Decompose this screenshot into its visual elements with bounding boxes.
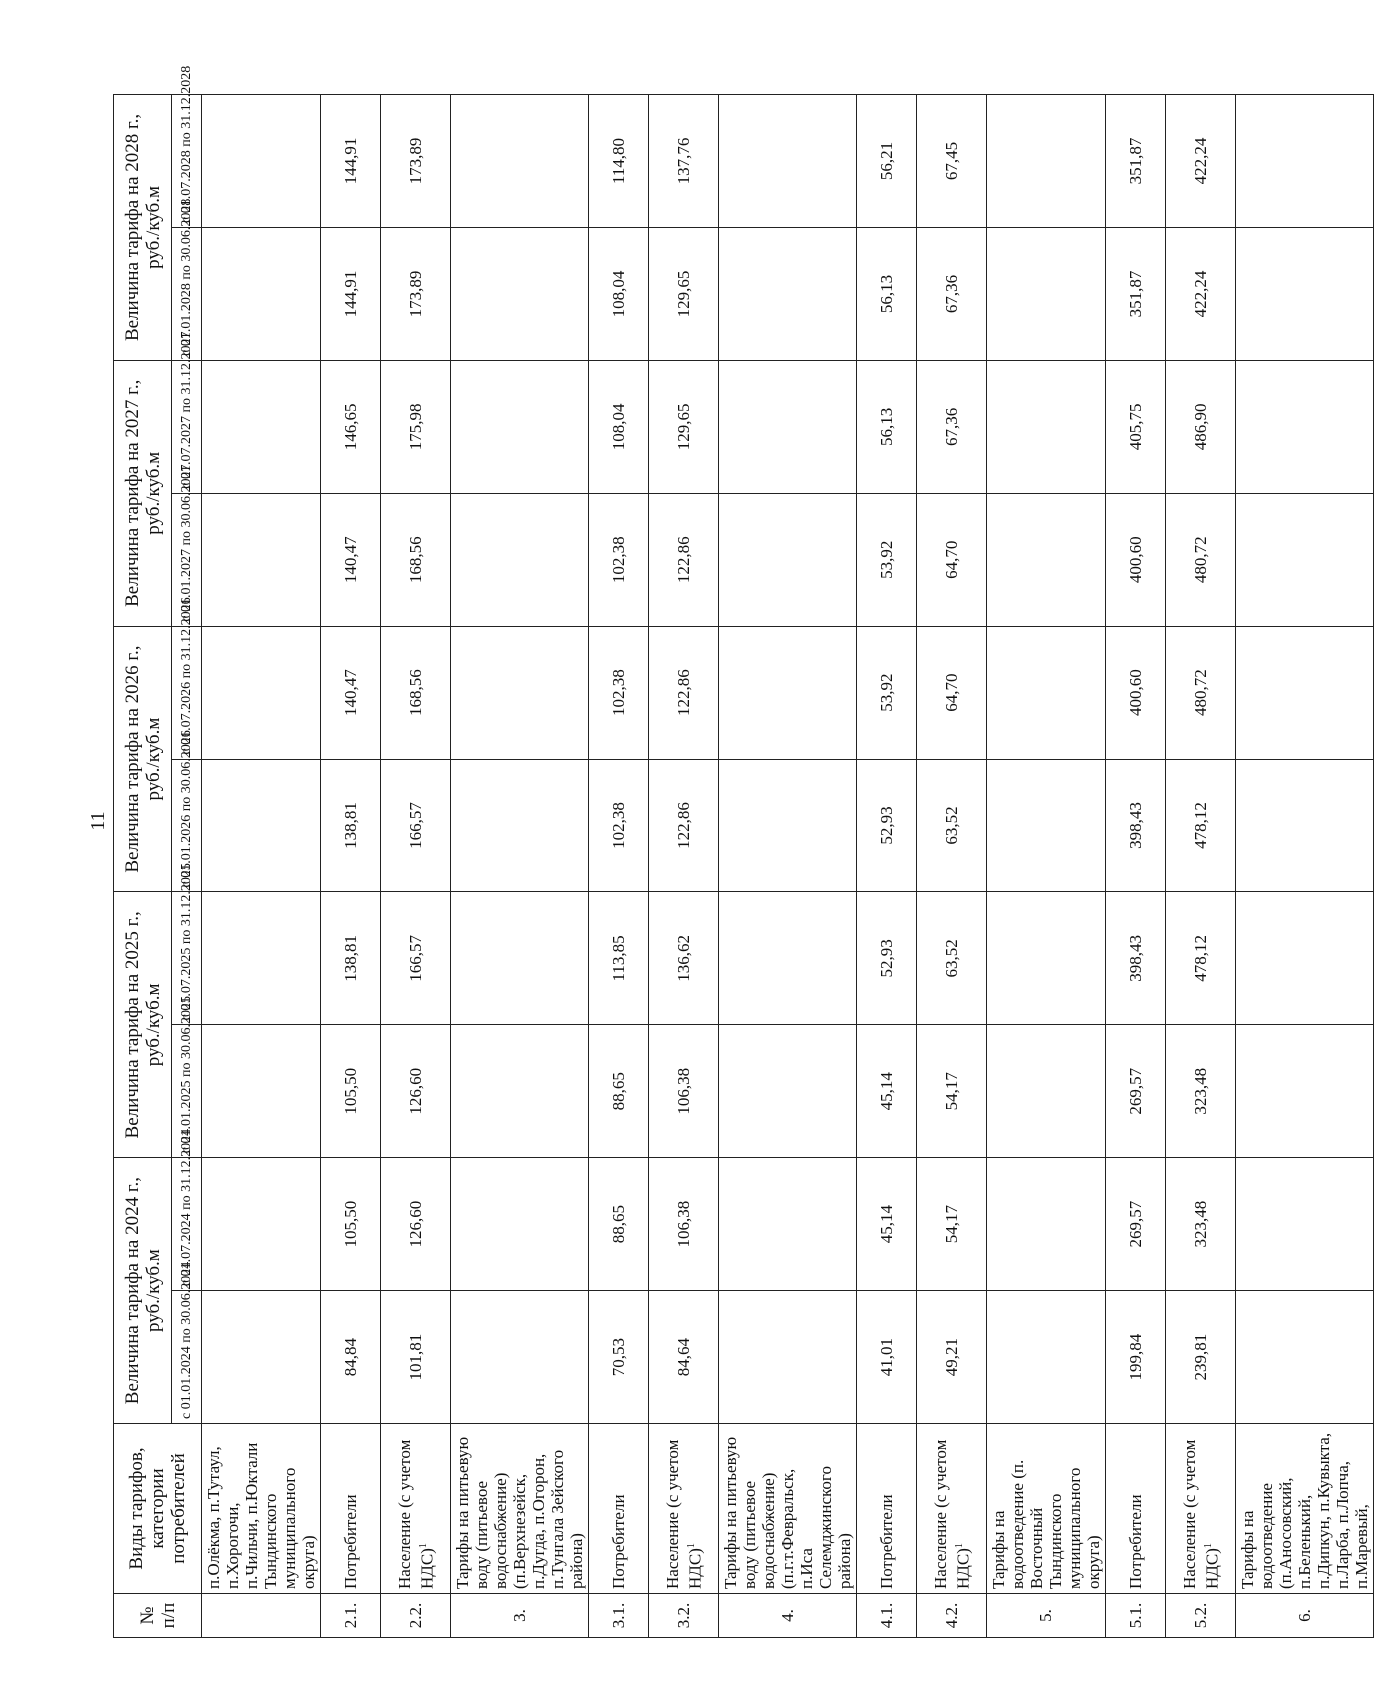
page-number: 11 — [87, 811, 109, 831]
footnote-mark: 1 — [417, 1543, 429, 1549]
row-number: 3. — [451, 1594, 589, 1638]
tariff-value — [451, 1025, 589, 1158]
tariff-value — [719, 892, 857, 1025]
row-category — [857, 1424, 917, 1594]
header-year-2026: Величина тарифа на 2026 г., руб./куб.м — [114, 626, 172, 892]
table-row — [1166, 95, 1236, 1638]
tariff-value: 138,81 — [321, 892, 381, 1025]
tariff-table-rotated — [113, 65, 1371, 1638]
row-category — [589, 1424, 649, 1594]
tariff-value: 106,38 — [649, 1158, 719, 1291]
tariff-value: 101,81 — [381, 1291, 451, 1424]
row-category — [719, 1424, 857, 1594]
tariff-value: 166,57 — [381, 759, 451, 892]
row-number: 5.2. — [1166, 1594, 1236, 1638]
tariff-value: 56,13 — [857, 360, 917, 493]
table-row — [589, 95, 649, 1638]
table-row — [857, 95, 917, 1638]
header-type: Виды тарифов, категории потребителей — [114, 1424, 202, 1594]
tariff-value: 45,14 — [857, 1158, 917, 1291]
tariff-value: 478,12 — [1166, 892, 1236, 1025]
tariff-value: 53,92 — [857, 626, 917, 759]
tariff-value: 351,87 — [1106, 227, 1166, 360]
tariff-value: 398,43 — [1106, 759, 1166, 892]
tariff-value: 175,98 — [381, 360, 451, 493]
row-category-text: Тарифы на водоотведение (п. Восточный Тындинского муниципального округа) — [989, 1459, 1103, 1589]
tariff-value: 239,81 — [1166, 1291, 1236, 1424]
table-row — [1236, 95, 1374, 1638]
tariff-value — [1236, 1158, 1374, 1291]
tariff-value: 173,89 — [381, 227, 451, 360]
tariff-value — [451, 493, 589, 626]
row-number: 4.2. — [917, 1594, 987, 1638]
tariff-value: 41,01 — [857, 1291, 917, 1424]
header-period: с 01.07.2027 по 31.12.2027 — [172, 360, 202, 493]
row-number: 3.2. — [649, 1594, 719, 1638]
tariff-value: 122,86 — [649, 759, 719, 892]
row-number: 2.2. — [381, 1594, 451, 1638]
row-category-text: Население (с учетом НДС) — [662, 1439, 705, 1589]
tariff-value — [451, 892, 589, 1025]
tariff-value: 129,65 — [649, 360, 719, 493]
tariff-value — [451, 626, 589, 759]
tariff-value: 52,93 — [857, 892, 917, 1025]
tariff-value — [451, 95, 589, 228]
tariff-value: 173,89 — [381, 95, 451, 228]
row-category — [1106, 1424, 1166, 1594]
tariff-value — [987, 227, 1106, 360]
tariff-value — [719, 759, 857, 892]
tariff-value: 108,04 — [589, 360, 649, 493]
tariff-value: 105,50 — [321, 1158, 381, 1291]
table-row — [202, 95, 321, 1638]
tariff-value — [202, 227, 321, 360]
tariff-value — [1236, 626, 1374, 759]
tariff-value: 400,60 — [1106, 626, 1166, 759]
tariff-value: 486,90 — [1166, 360, 1236, 493]
tariff-value — [202, 360, 321, 493]
tariff-value: 144,91 — [321, 227, 381, 360]
tariff-value: 168,56 — [381, 493, 451, 626]
tariff-value: 146,65 — [321, 360, 381, 493]
tariff-value — [1236, 759, 1374, 892]
tariff-value: 113,85 — [589, 892, 649, 1025]
row-category-text: Потребители — [1126, 1494, 1145, 1589]
tariff-value: 88,65 — [589, 1025, 649, 1158]
tariff-value — [451, 227, 589, 360]
header-year-2025: Величина тарифа на 2025 г., руб./куб.м — [114, 892, 172, 1158]
tariff-value: 108,04 — [589, 227, 649, 360]
row-category — [321, 1424, 381, 1594]
tariff-value — [719, 1291, 857, 1424]
tariff-value — [987, 626, 1106, 759]
tariff-value — [987, 360, 1106, 493]
tariff-value — [719, 626, 857, 759]
row-category-text: Потребители — [609, 1494, 628, 1589]
tariff-value — [987, 1025, 1106, 1158]
tariff-value — [987, 1158, 1106, 1291]
tariff-value — [451, 1291, 589, 1424]
row-number: 4. — [719, 1594, 857, 1638]
header-year-2028: Величина тарифа на 2028 г., руб./куб.м — [114, 95, 172, 361]
header-period: с 01.07.2026 по 31.12.2026 — [172, 626, 202, 759]
header-num: № п/п — [114, 1594, 202, 1638]
tariff-value — [202, 892, 321, 1025]
table-row — [321, 95, 381, 1638]
tariff-value — [719, 1158, 857, 1291]
tariff-value: 122,86 — [649, 493, 719, 626]
tariff-value — [987, 95, 1106, 228]
footnote-mark: 1 — [1202, 1543, 1214, 1549]
row-category — [1236, 1424, 1374, 1594]
header-period: с 01.01.2024 по 30.06.2024 — [172, 1291, 202, 1424]
tariff-value — [1236, 1291, 1374, 1424]
tariff-value: 269,57 — [1106, 1158, 1166, 1291]
tariff-value: 102,38 — [589, 626, 649, 759]
table-row — [719, 95, 857, 1638]
tariff-value — [451, 759, 589, 892]
tariff-value — [987, 759, 1106, 892]
tariff-value: 144,91 — [321, 95, 381, 228]
footnote-mark: 1 — [685, 1543, 697, 1549]
tariff-table — [113, 65, 1374, 1638]
row-category-text: Население (с учетом НДС) — [1179, 1439, 1222, 1589]
tariff-value: 67,45 — [917, 95, 987, 228]
tariff-value — [451, 360, 589, 493]
tariff-value: 168,56 — [381, 626, 451, 759]
table-row — [987, 95, 1106, 1638]
tariff-value: 102,38 — [589, 759, 649, 892]
tariff-value — [1236, 493, 1374, 626]
row-category-text: Тарифы на водоотведение (п.Аносовский, п.Беленький, п.Дипкун, п.Кувыкта, п.Ларба, п.Лопча, п.Маревый, — [1238, 1432, 1371, 1589]
row-category — [381, 1424, 451, 1594]
row-category-text: Потребители — [341, 1494, 360, 1589]
tariff-value: 140,47 — [321, 626, 381, 759]
tariff-value: 105,50 — [321, 1025, 381, 1158]
row-category — [649, 1424, 719, 1594]
tariff-value: 114,80 — [589, 95, 649, 228]
tariff-value: 67,36 — [917, 227, 987, 360]
tariff-value: 140,47 — [321, 493, 381, 626]
tariff-value: 129,65 — [649, 227, 719, 360]
tariff-value: 106,38 — [649, 1025, 719, 1158]
tariff-value: 54,17 — [917, 1158, 987, 1291]
tariff-value: 54,17 — [917, 1025, 987, 1158]
tariff-value: 323,48 — [1166, 1158, 1236, 1291]
tariff-value: 64,70 — [917, 493, 987, 626]
tariff-value: 53,92 — [857, 493, 917, 626]
tariff-value: 67,36 — [917, 360, 987, 493]
row-category-text: Население (с учетом НДС) — [930, 1439, 973, 1589]
table-row — [381, 95, 451, 1638]
header-period: с 01.01.2028 по 30.06.2028 — [172, 227, 202, 360]
tariff-value: 166,57 — [381, 892, 451, 1025]
tariff-value: 422,24 — [1166, 227, 1236, 360]
tariff-value: 70,53 — [589, 1291, 649, 1424]
row-number: 4.1. — [857, 1594, 917, 1638]
footnote-mark: 1 — [953, 1543, 965, 1549]
header-year-2024: Величина тарифа на 2024 г., руб./куб.м — [114, 1158, 172, 1424]
tariff-value — [202, 1025, 321, 1158]
tariff-value — [451, 1158, 589, 1291]
tariff-value: 84,84 — [321, 1291, 381, 1424]
tariff-value: 422,24 — [1166, 95, 1236, 228]
tariff-value — [1236, 1025, 1374, 1158]
tariff-value: 63,52 — [917, 759, 987, 892]
row-category — [917, 1424, 987, 1594]
tariff-value — [719, 1025, 857, 1158]
tariff-value: 199,84 — [1106, 1291, 1166, 1424]
tariff-value: 269,57 — [1106, 1025, 1166, 1158]
tariff-value — [202, 1158, 321, 1291]
tariff-value — [719, 493, 857, 626]
tariff-value: 102,38 — [589, 493, 649, 626]
tariff-value: 122,86 — [649, 626, 719, 759]
tariff-value — [1236, 892, 1374, 1025]
row-category — [987, 1424, 1106, 1594]
table-row — [1106, 95, 1166, 1638]
tariff-value: 137,76 — [649, 95, 719, 228]
tariff-value — [987, 1291, 1106, 1424]
row-category — [202, 1424, 321, 1594]
row-category-text: Население (с учетом НДС) — [394, 1439, 437, 1589]
table-body — [202, 95, 1374, 1638]
row-category — [1166, 1424, 1236, 1594]
row-category-text: Тарифы на питьевую воду (питьевое водоснабжение) (п.Верхнезейск, п.Дугда, п.Огорон, п.Тунгала Зейского района) — [453, 1436, 586, 1589]
tariff-value: 56,13 — [857, 227, 917, 360]
header-period: с 01.07.2025 по 31.12.2025 — [172, 892, 202, 1025]
header-period: с 01.07.2024 по 31.12.2024 — [172, 1158, 202, 1291]
tariff-value: 478,12 — [1166, 759, 1236, 892]
header-period: с 01.01.2026 по 30.06.2026 — [172, 759, 202, 892]
row-category — [451, 1424, 589, 1594]
row-number: 6. — [1236, 1594, 1374, 1638]
row-number: 2.1. — [321, 1594, 381, 1638]
tariff-value — [202, 1291, 321, 1424]
tariff-value: 45,14 — [857, 1025, 917, 1158]
tariff-value: 84,64 — [649, 1291, 719, 1424]
table-row — [451, 95, 589, 1638]
tariff-value: 88,65 — [589, 1158, 649, 1291]
header-year-2027: Величина тарифа на 2027 г., руб./куб.м — [114, 360, 172, 626]
tariff-value — [719, 95, 857, 228]
header-period: с 01.07.2028 по 31.12.2028 — [172, 95, 202, 228]
tariff-value: 398,43 — [1106, 892, 1166, 1025]
tariff-value: 480,72 — [1166, 493, 1236, 626]
tariff-value: 480,72 — [1166, 626, 1236, 759]
tariff-value: 400,60 — [1106, 493, 1166, 626]
tariff-value — [719, 227, 857, 360]
row-number: 5.1. — [1106, 1594, 1166, 1638]
tariff-value — [202, 95, 321, 228]
row-number — [202, 1594, 321, 1638]
tariff-value: 405,75 — [1106, 360, 1166, 493]
tariff-value: 126,60 — [381, 1025, 451, 1158]
row-category-text: Потребители — [877, 1494, 896, 1589]
tariff-value — [1236, 227, 1374, 360]
tariff-value: 63,52 — [917, 892, 987, 1025]
tariff-value — [202, 759, 321, 892]
tariff-value: 136,62 — [649, 892, 719, 1025]
tariff-value: 323,48 — [1166, 1025, 1236, 1158]
row-number: 5. — [987, 1594, 1106, 1638]
header-period: с 01.01.2027 по 30.06.2027 — [172, 493, 202, 626]
tariff-value — [1236, 360, 1374, 493]
table-header — [114, 65, 202, 1638]
tariff-value: 52,93 — [857, 759, 917, 892]
tariff-value — [719, 360, 857, 493]
tariff-value — [1236, 95, 1374, 228]
row-category-text: Тарифы на питьевую воду (питьевое водоснабжение) (п.г.т.Февральск, п.Иса Селемджинского района) — [721, 1436, 854, 1589]
tariff-value: 351,87 — [1106, 95, 1166, 228]
row-category-text: п.Олёкма, п.Тутаул, п.Хорогочи, п.Чильчи, п.Юктали Тындинского муниципального округа) — [204, 1442, 318, 1589]
tariff-value: 126,60 — [381, 1158, 451, 1291]
tariff-value: 49,21 — [917, 1291, 987, 1424]
header-period: с 01.01.2025 по 30.06.2025 — [172, 1025, 202, 1158]
tariff-value — [202, 493, 321, 626]
tariff-value — [202, 626, 321, 759]
tariff-value: 56,21 — [857, 95, 917, 228]
tariff-value — [987, 892, 1106, 1025]
tariff-value — [987, 493, 1106, 626]
row-number: 3.1. — [589, 1594, 649, 1638]
table-row — [649, 95, 719, 1638]
tariff-value: 64,70 — [917, 626, 987, 759]
table-row — [917, 95, 987, 1638]
tariff-value: 138,81 — [321, 759, 381, 892]
